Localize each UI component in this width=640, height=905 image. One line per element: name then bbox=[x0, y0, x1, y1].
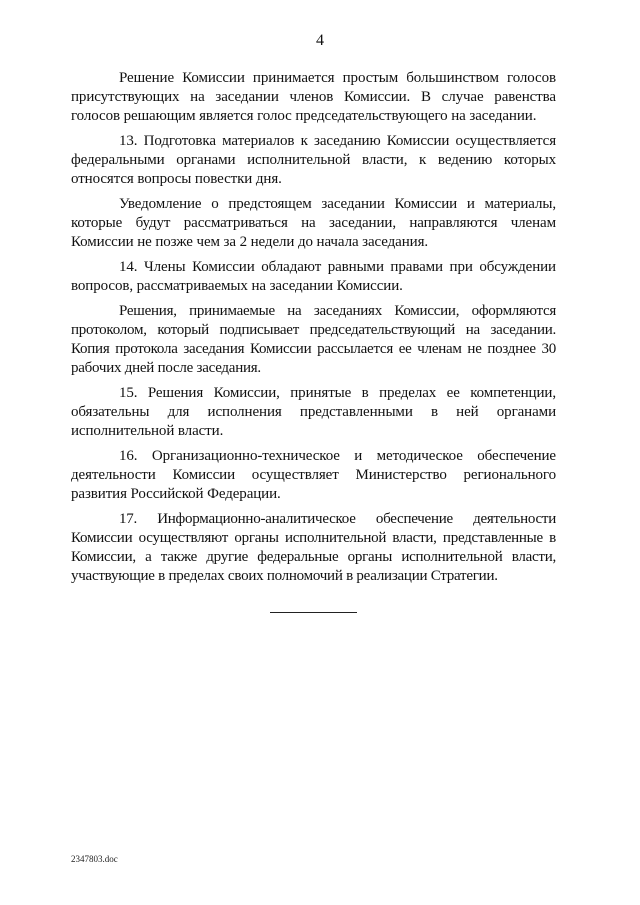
paragraph-protocol: Решения, принимаемые на заседаниях Комиссии, оформляются протоколом, который подписывает председательствующий на заседании. Копия протокола заседания Комиссии рассылается ее членам не позднее 30 рабочих дней после заседания. bbox=[71, 303, 556, 376]
document-id: 2347803.doc bbox=[71, 854, 118, 864]
paragraph-voting: Решение Комиссии принимается простым большинством голосов присутствующих на заседании членов Комиссии. В случае равенства голосов решающим является голос председательствующего на заседании. bbox=[71, 70, 556, 124]
paragraph-14-equal-rights: 14. Члены Комиссии обладают равными правами при обсуждении вопросов, рассматриваемых на заседании Комиссии. bbox=[71, 259, 556, 294]
paragraph-17-analytics: 17. Информационно-аналитическое обеспечение деятельности Комиссии осуществляют органы исполнительной власти, представленные в Комиссии, а также другие федеральные органы исполнительной власти, участвующие в пределах своих полномочий в реализации Стратегии. bbox=[71, 511, 556, 584]
paragraph-15-decisions: 15. Решения Комиссии, принятые в пределах ее компетенции, обязательны для исполнения представленными в ней органами исполнительной власти. bbox=[71, 385, 556, 439]
paragraph-16-support: 16. Организационно-техническое и методическое обеспечение деятельности Комиссии осуществляет Министерство регионального развития Российской Федерации. bbox=[71, 448, 556, 502]
paragraph-13-preparation: 13. Подготовка материалов к заседанию Комиссии осуществляется федеральными органами исполнительной власти, к ведению которых относятся вопросы повестки дня. bbox=[71, 133, 556, 187]
paragraph-notification: Уведомление о предстоящем заседании Комиссии и материалы, которые будут рассматриваться на заседании, направляются членам Комиссии не позже чем за 2 недели до начала заседания. bbox=[71, 196, 556, 250]
body-text bbox=[71, 69, 556, 592]
page-number: 4 bbox=[316, 32, 324, 49]
end-of-document-line bbox=[270, 612, 357, 613]
